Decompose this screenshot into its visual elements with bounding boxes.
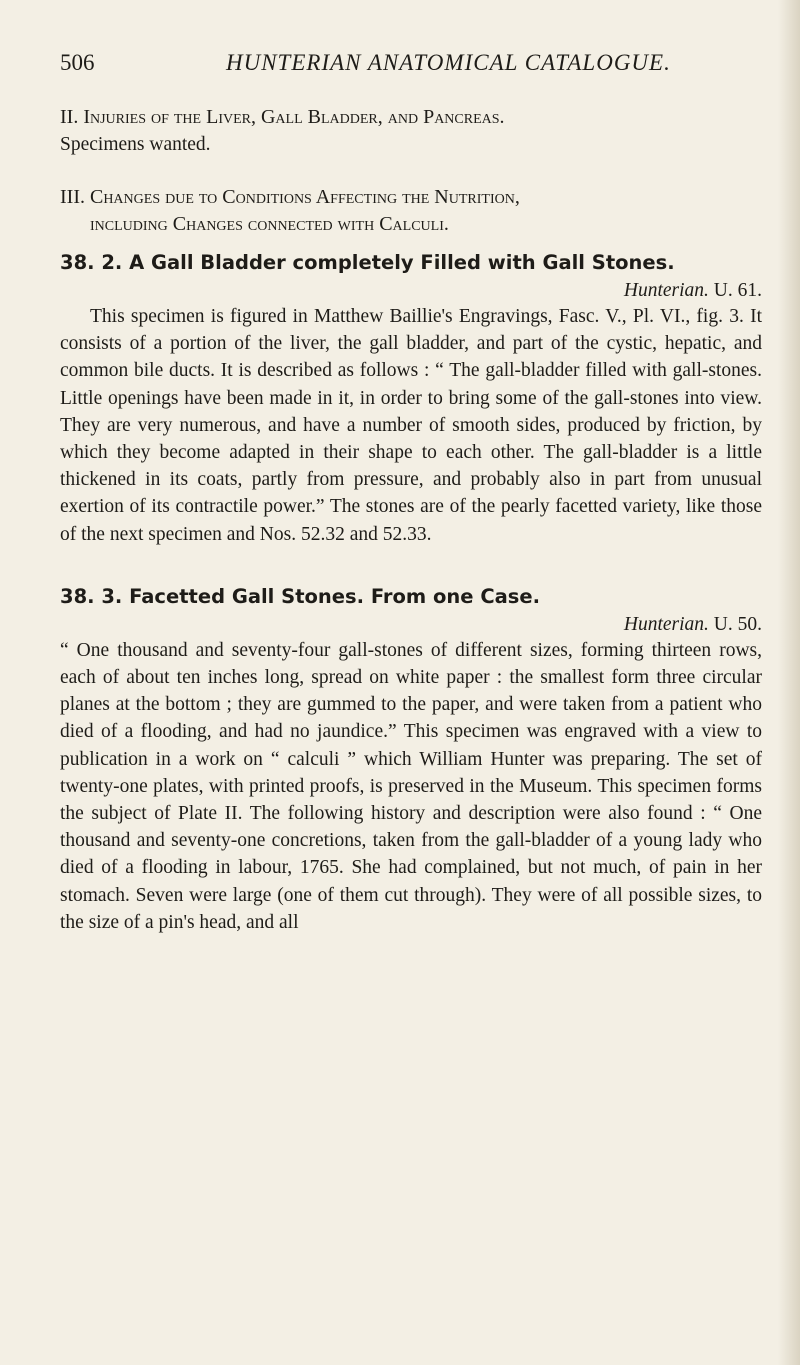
specimen-description: “ One thousand and seventy-four gall-stones of different sizes, forming thirteen rows, each of about ten inches long, spread on white paper : the smallest form three circular planes at the bottom ; they are gummed to the paper, and were taken from a patient who died of a flooding, and had no jaundice.” This specimen was engraved with a view to publication in a work on “ calculi ” which William Hunter was preparing. The set of twenty-one plates, with printed proofs, is preserved in the Museum. This specimen forms the subject of Plate II. The following history and description were also found : “ One thousand and seventy-one concretions, taken from the gall-bladder of a young lady who died of a flooding in labour, 1765. She had complained, but not much, of pain in her stomach. Seven were large (one of them cut through). They were of all possible sizes, to the size of a pin's head, and all: [60, 639, 762, 933]
collection-reference: [60, 278, 762, 303]
page-number: 506: [60, 50, 95, 75]
page-edge-shadow: [778, 0, 800, 1365]
specimen-description: This specimen is figured in Matthew Baillie's Engravings, Fasc. V., Pl. VI., fig. 3. It consists of a portion of the liver, the gall bladder, and part of the cystic, hepatic, and common bile ducts. It is described as follows : “ The gall-bladder filled with gall-stones. Little openings have been made in it, in order to bring some of the gall-stones into view. They are very numerous, and have a number of smooth sides, produced by friction, by which they become adapted in their shape to each other. The gall-bladder is a little thickened in its coats, partly from pressure, and probably also in part from unusual exertion of its contractile power.” The stones are of the pearly facetted variety, like those of the next specimen and Nos. 52.32 and 52.33.: [60, 306, 762, 545]
collection-name: Hunterian.: [623, 280, 709, 301]
specimen-title: 38. 3. Facetted Gall Stones. From one Case.: [60, 584, 541, 608]
page-header: [60, 50, 762, 84]
collection-name: Hunterian.: [623, 613, 709, 635]
collection-number: U. 61.: [708, 280, 762, 301]
running-title: HUNTERIAN ANATOMICAL CATALOGUE.: [226, 50, 671, 75]
specimen-title: 38. 2. A Gall Bladder completely Filled with Gall Stones.: [60, 251, 675, 274]
collection-reference: [60, 612, 762, 637]
collection-number: U. 50.: [708, 613, 762, 635]
section-ii-heading: II. Injuries of the Liver, Gall Bladder, and Pancreas.: [60, 106, 505, 128]
section-ii-note: Specimens wanted.: [60, 134, 211, 155]
section-iii-heading-continued: including Changes connected with Calculi.: [90, 213, 449, 235]
section-iii-heading: III. Changes due to Conditions Affecting the Nutrition,: [60, 186, 520, 208]
specimen-entry-38-2: [60, 248, 762, 548]
specimen-entry-38-3: [60, 582, 762, 936]
